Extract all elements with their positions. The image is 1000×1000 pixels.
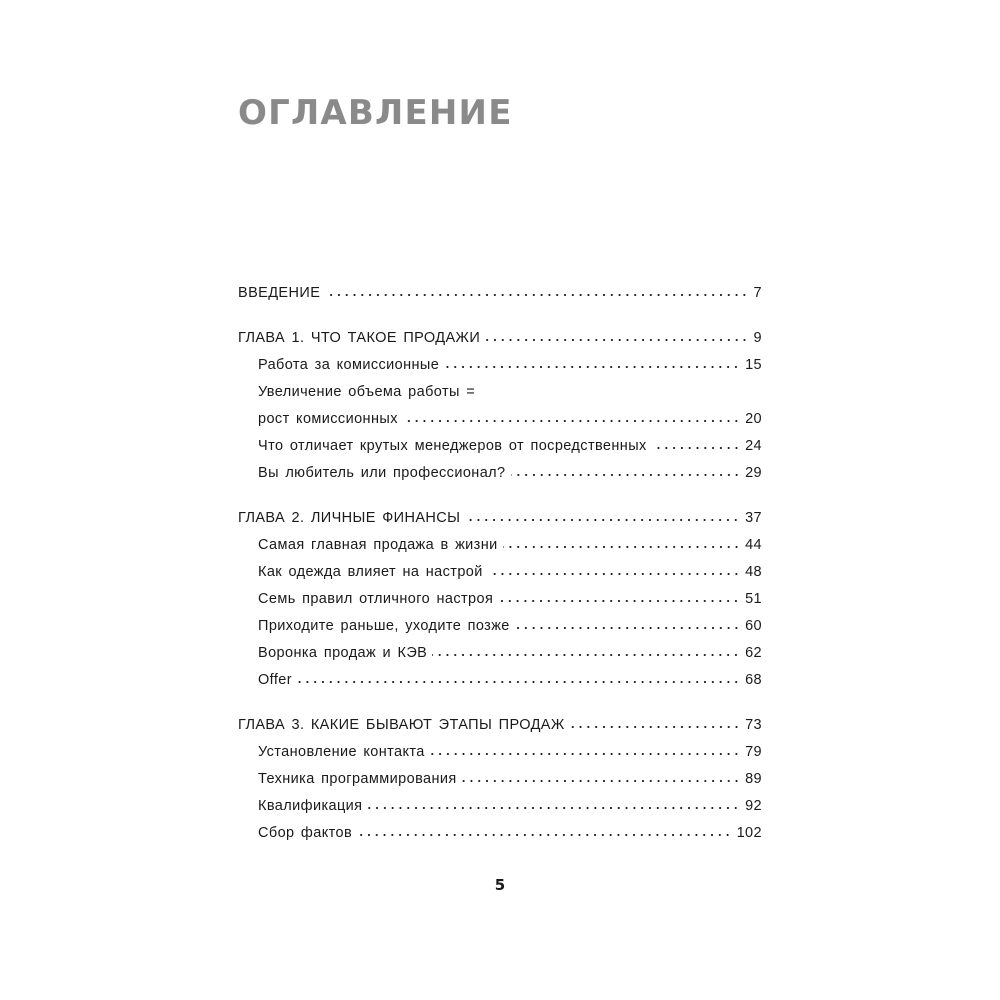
- toc-entry-page: 62: [745, 645, 762, 661]
- dot-leader: [430, 752, 740, 756]
- toc-section[interactable]: [238, 618, 762, 645]
- dot-leader: [498, 599, 740, 603]
- toc-entry-label: Что отличает крутых менеджеров от посредственных: [258, 438, 647, 454]
- toc-entry-label: Приходите раньше, уходите позже: [258, 618, 510, 634]
- dot-leader: [403, 419, 740, 423]
- dot-leader: [511, 473, 741, 477]
- toc-entry-label: Как одежда влияет на настрой: [258, 564, 483, 580]
- toc-section-line1[interactable]: [238, 384, 762, 411]
- toc-entry-label: Воронка продаж и КЭВ: [258, 645, 428, 661]
- toc-section[interactable]: [238, 411, 762, 438]
- toc-entry-page: 29: [745, 465, 762, 481]
- toc-entry-page: 51: [745, 591, 762, 607]
- dot-leader: [462, 779, 740, 783]
- dot-leader: [488, 572, 740, 576]
- toc-entry-label: Техника программирования: [258, 771, 457, 787]
- toc-section[interactable]: [238, 825, 762, 852]
- toc-entry-label: рост комиссионных: [258, 411, 398, 427]
- toc-entry-page: 37: [745, 510, 762, 526]
- dot-leader: [570, 725, 740, 729]
- toc-entry-label: ВВЕДЕНИЕ: [238, 285, 321, 301]
- toc-entry-label: ГЛАВА 1. ЧТО ТАКОЕ ПРОДАЖИ: [238, 330, 481, 346]
- toc-chapter-2[interactable]: [238, 510, 762, 537]
- toc-entry-page: 89: [745, 771, 762, 787]
- toc-entry-label: Вы любитель или профессионал?: [258, 465, 506, 481]
- toc-entry-page: 60: [745, 618, 762, 634]
- toc-entry-label: Сбор фактов: [258, 825, 353, 841]
- dot-leader: [485, 338, 748, 342]
- toc-section[interactable]: [238, 771, 762, 798]
- toc-entry-label: ГЛАВА 2. ЛИЧНЫЕ ФИНАНСЫ: [238, 510, 461, 526]
- toc-entry-page: 7: [753, 285, 762, 301]
- dot-leader: [515, 626, 740, 630]
- toc-entry-label: Offer: [258, 672, 292, 688]
- toc-chapter-1[interactable]: [238, 330, 762, 357]
- toc-section[interactable]: [238, 798, 762, 825]
- toc-section[interactable]: [238, 564, 762, 591]
- toc-entry-intro[interactable]: [238, 285, 762, 312]
- toc-entry-label: Установление контакта: [258, 744, 425, 760]
- dot-leader: [652, 446, 740, 450]
- dot-leader: [325, 293, 748, 297]
- toc-entry-label: ГЛАВА 3. КАКИЕ БЫВАЮТ ЭТАПЫ ПРОДАЖ: [238, 717, 565, 733]
- dot-leader: [465, 518, 740, 522]
- dot-leader: [444, 365, 740, 369]
- toc-entry-label: Семь правил отличного настроя: [258, 591, 494, 607]
- dot-leader: [357, 833, 732, 837]
- toc-section[interactable]: [238, 744, 762, 771]
- dot-leader: [297, 680, 740, 684]
- table-of-contents: [238, 285, 762, 852]
- toc-entry-page: 20: [745, 411, 762, 427]
- toc-section[interactable]: [238, 645, 762, 672]
- toc-entry-page: 48: [745, 564, 762, 580]
- toc-section[interactable]: [238, 537, 762, 564]
- toc-entry-page: 9: [753, 330, 762, 346]
- toc-entry-label: Увеличение объема работы =: [258, 384, 476, 400]
- toc-entry-page: 68: [745, 672, 762, 688]
- toc-entry-page: 79: [745, 744, 762, 760]
- toc-entry-label: Самая главная продажа в жизни: [258, 537, 498, 553]
- toc-section[interactable]: [238, 357, 762, 384]
- toc-entry-page: 15: [745, 357, 762, 373]
- dot-leader: [367, 806, 740, 810]
- toc-section[interactable]: [238, 672, 762, 699]
- toc-section[interactable]: [238, 591, 762, 618]
- toc-section[interactable]: [238, 438, 762, 465]
- dot-leader: [503, 545, 740, 549]
- toc-entry-label: Работа за комиссионные: [258, 357, 440, 373]
- toc-entry-page: 73: [745, 717, 762, 733]
- toc-entry-page: 44: [745, 537, 762, 553]
- toc-entry-label: Квалификация: [258, 798, 363, 814]
- page-title: ОГЛАВЛЕНИЕ: [238, 93, 513, 133]
- toc-entry-page: 92: [745, 798, 762, 814]
- dot-leader: [432, 653, 740, 657]
- toc-entry-page: 102: [736, 825, 762, 841]
- toc-chapter-3[interactable]: [238, 717, 762, 744]
- toc-entry-page: 24: [745, 438, 762, 454]
- toc-section[interactable]: [238, 465, 762, 492]
- page-number: 5: [494, 876, 506, 894]
